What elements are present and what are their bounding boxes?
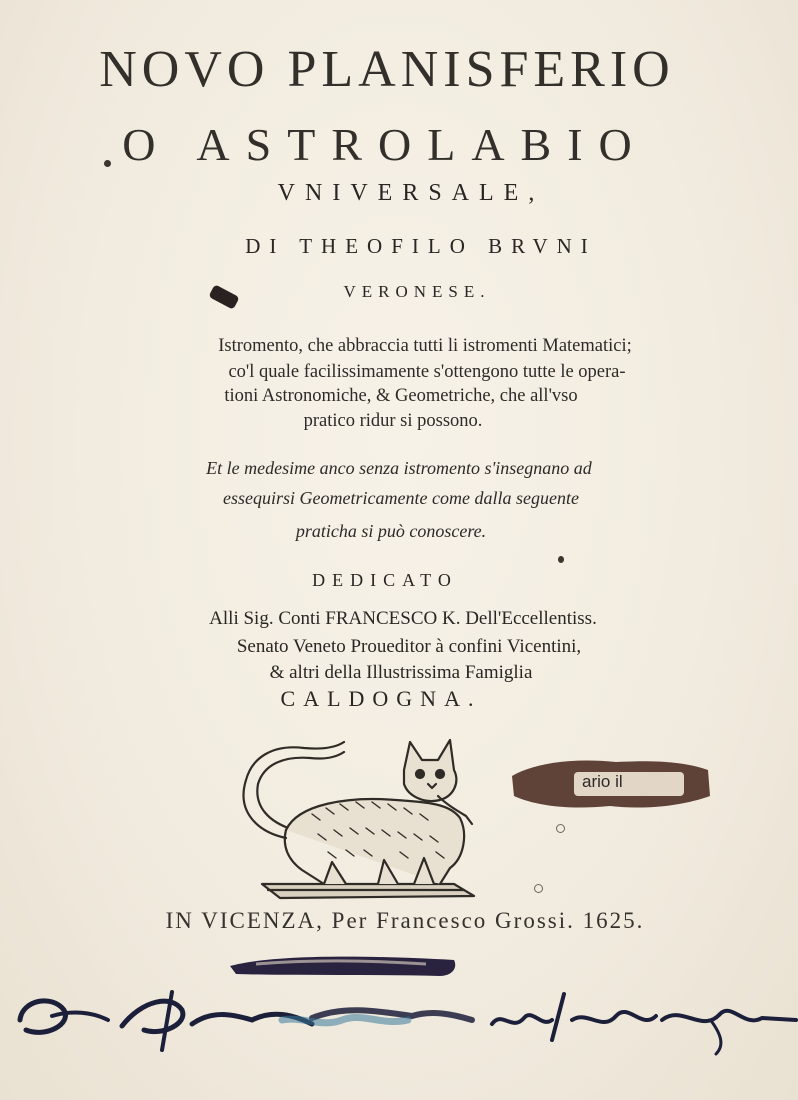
dedication-line-1: Alli Sig. Conti FRANCESCO K. Dell'Eccellentiss. (209, 608, 597, 629)
title-line-2: O ASTROLABIO (122, 119, 648, 170)
author-line: DI THEOFILO BRVNI (245, 234, 597, 258)
signature-text (18, 986, 583, 1033)
printer-imprint: IN VICENZA, Per Francesco Grossi. 1625. (165, 908, 645, 933)
italic-line-3: praticha si può conoscere. (295, 521, 487, 541)
ink-speck (558, 556, 564, 563)
title-line-3: VNIVERSALE, (277, 180, 545, 206)
dedication-family: CALDOGNA. (280, 686, 482, 711)
description-line-2: co'l quale facilissimamente s'ottengono tutte le opera- (228, 362, 626, 382)
dedication-line-2: Senato Veneto Proueditor à confini Vicentini, (236, 636, 582, 657)
origin-line: VERONESE. (343, 282, 491, 301)
description-line-3: tioni Astronomiche, & Geometriche, che all'vso (224, 386, 578, 406)
italic-line-1: Et le medesime anco senza istromento s'insegnano ad (206, 458, 592, 478)
italic-line-2: essequirsi Geometricamente come dalla seguente (223, 488, 579, 508)
stamp-text: ario il (582, 772, 623, 791)
cat-woodcut-image (228, 734, 490, 906)
ink-speck (534, 884, 543, 893)
ink-speck (104, 160, 111, 167)
dedication-heading: DEDICATO (312, 570, 458, 590)
ink-stroke (226, 950, 462, 982)
ink-speck (556, 824, 565, 833)
dedication-line-3: & altri della Illustrissima Famiglia (269, 662, 533, 683)
title-line-1: NOVO PLANISFERIO (99, 41, 675, 98)
description-line-1: Istromento, che abbraccia tutti li istromenti Matematici; (218, 336, 632, 356)
description-line-4: pratico ridur si possono. (303, 411, 483, 431)
